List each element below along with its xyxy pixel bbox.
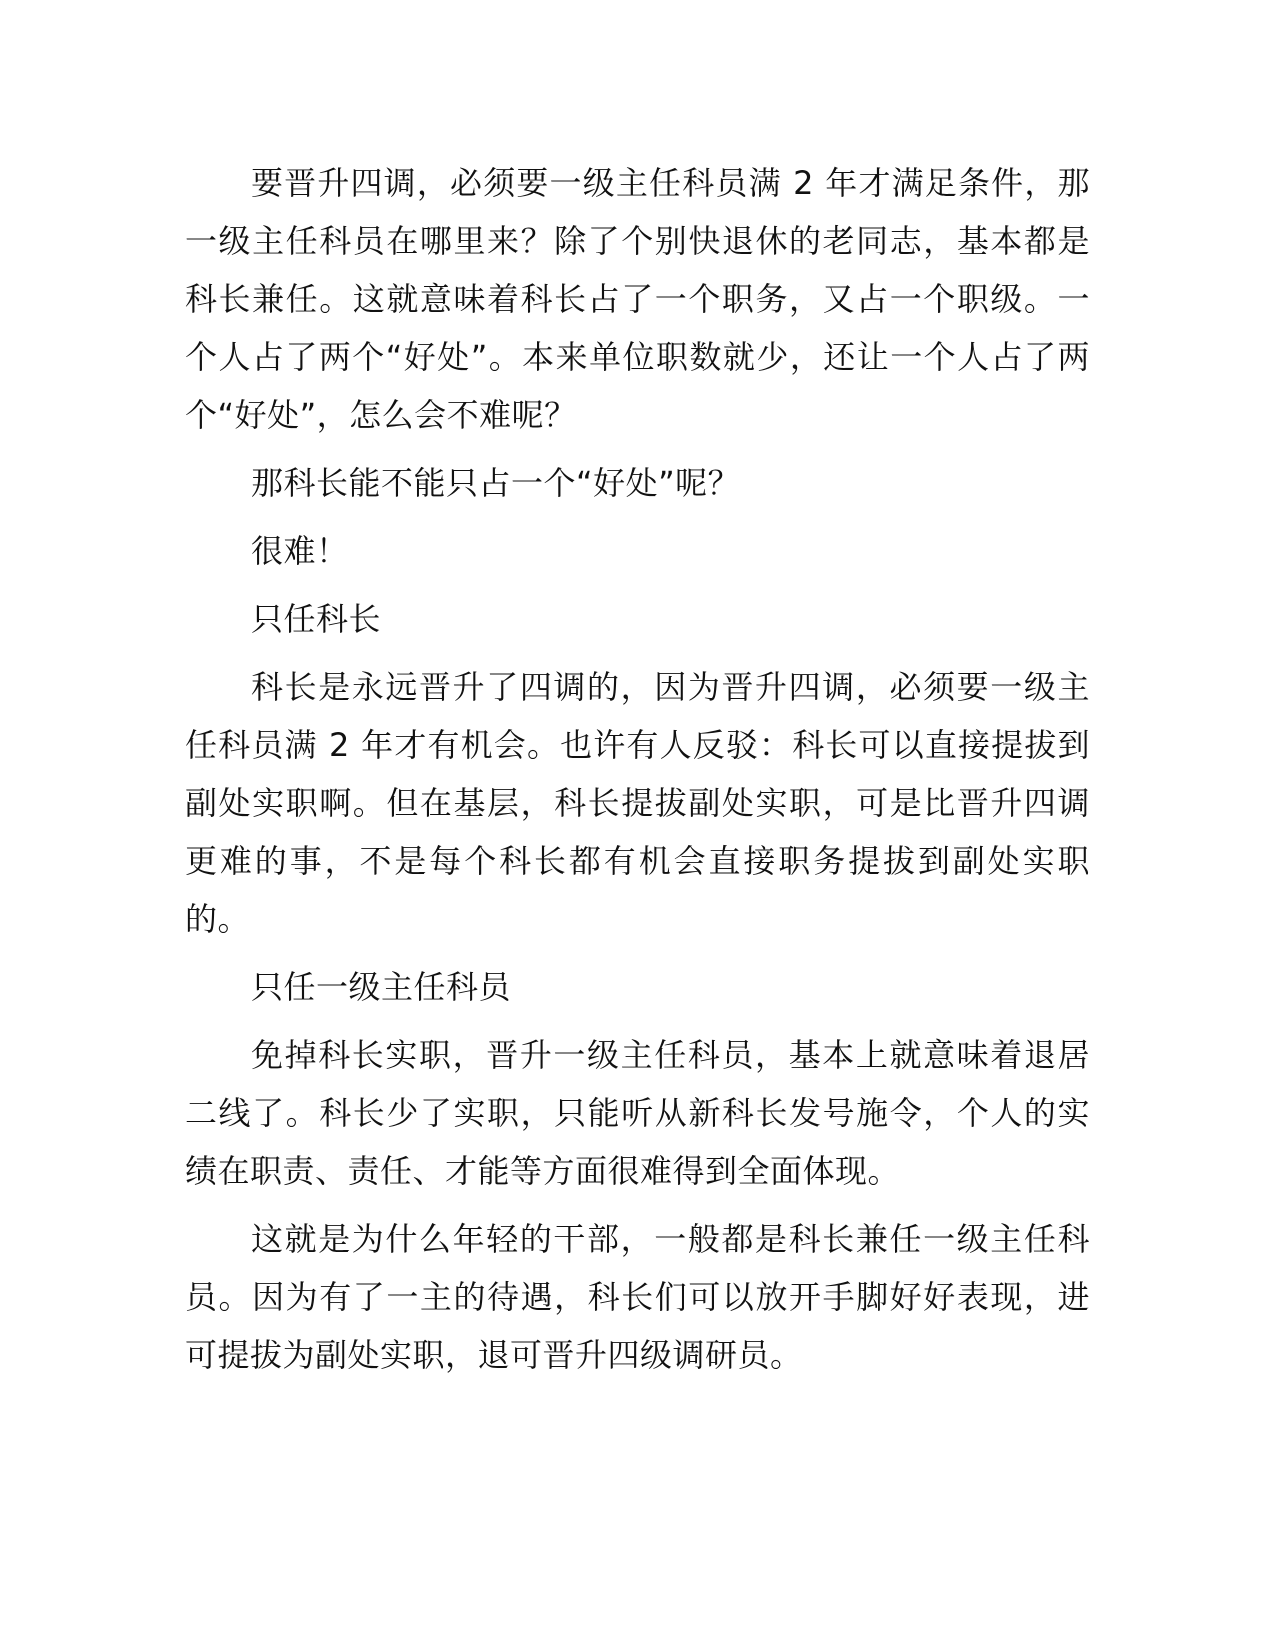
paragraph-7: 免掉科长实职，晋升一级主任科员，基本上就意味着退居二线了。科长少了实职，只能听从新科长发号施令，个人的实绩在职责、责任、才能等方面很难得到全面体现。	[185, 1036, 1090, 1190]
paragraph-2: 那科长能不能只占一个“好处”呢？	[251, 464, 741, 502]
paragraph-8: 这就是为什么年轻的干部，一般都是科长兼任一级主任科员。因为有了一主的待遇，科长们可以放开手脚好好表现，进可提拔为副处实职，退可晋升四级调研员。	[185, 1220, 1090, 1374]
paragraph-3: 很难！	[251, 532, 349, 570]
document-body	[185, 154, 1090, 1384]
section-heading-principal-clerk-only: 只任一级主任科员	[251, 968, 512, 1006]
section-heading-section-chief-only: 只任科长	[251, 600, 382, 638]
paragraph-5: 科长是永远晋升了四调的，因为晋升四调，必须要一级主任科员满 2 年才有机会。也许有人反驳：科长可以直接提拔到副处实职啊。但在基层，科长提拔副处实职，可是比晋升四调更难的事，不是每个科长都有机会直接职务提拔到副处实职的。	[185, 668, 1090, 938]
paragraph-1: 要晋升四调，必须要一级主任科员满 2 年才满足条件，那一级主任科员在哪里来？除了个别快退休的老同志，基本都是科长兼任。这就意味着科长占了一个职务，又占一个职级。一个人占了两个“好处”。本来单位职数就少，还让一个人占了两个“好处”，怎么会不难呢？	[185, 164, 1090, 434]
